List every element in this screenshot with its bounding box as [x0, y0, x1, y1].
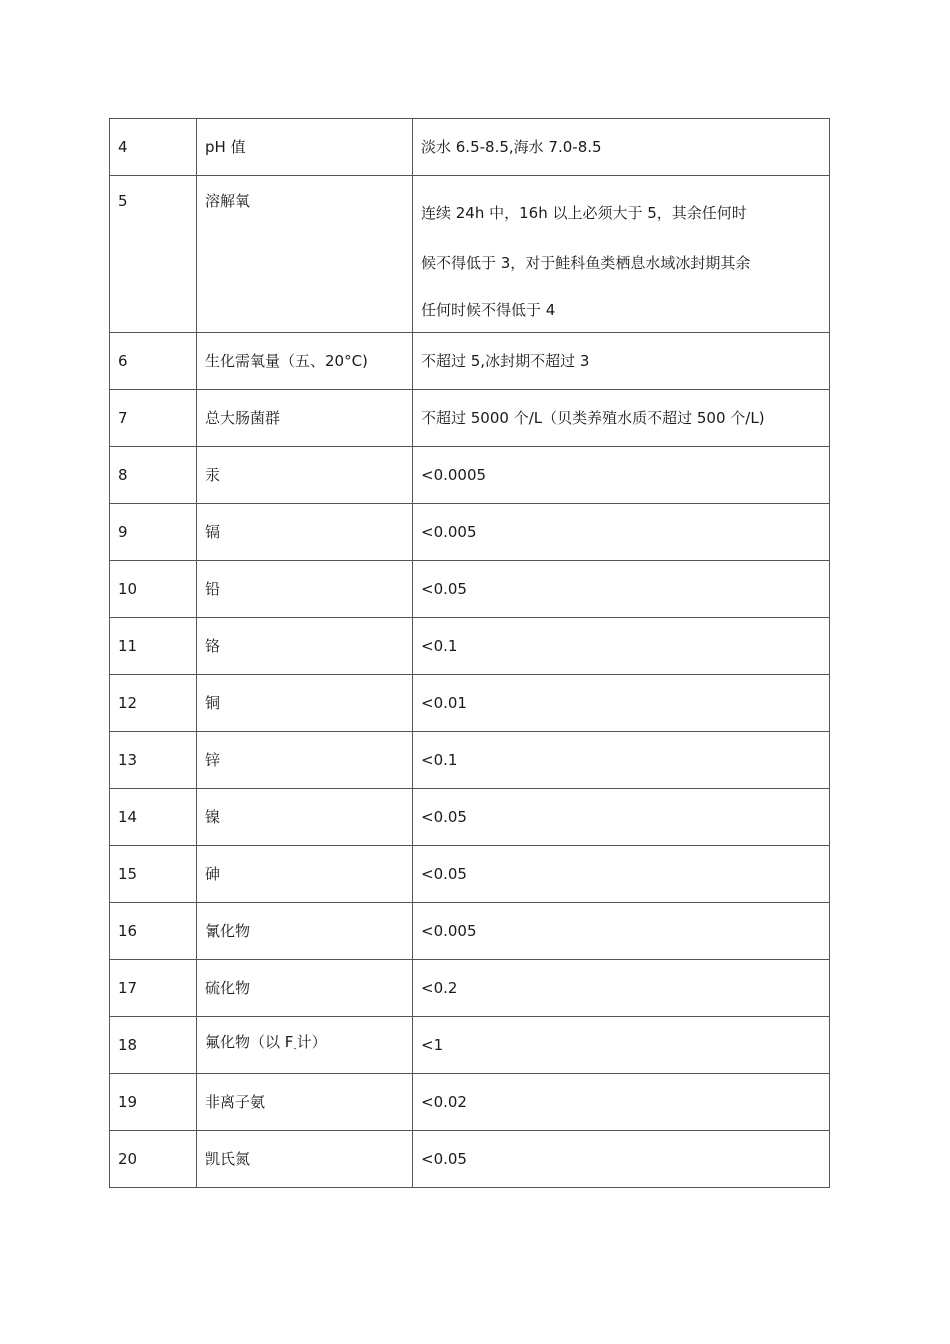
row-number: 8 — [110, 447, 197, 504]
standard-value: 淡水 6.5-8.5,海水 7.0-8.5 — [413, 119, 830, 176]
item-name: 铬 — [197, 618, 413, 675]
row-number: 7 — [110, 390, 197, 447]
standard-value: <0.05 — [413, 561, 830, 618]
item-name: 凯氏氮 — [197, 1131, 413, 1188]
table-row — [110, 447, 830, 504]
standard-value: 不超过 5000 个/L（贝类养殖水质不超过 500 个/L) — [413, 390, 830, 447]
row-number: 16 — [110, 903, 197, 960]
table-row — [110, 333, 830, 390]
item-name: 铜 — [197, 675, 413, 732]
standard-value: <0.005 — [413, 903, 830, 960]
table-row — [110, 732, 830, 789]
item-name: 非离子氨 — [197, 1074, 413, 1131]
table-row — [110, 1074, 830, 1131]
row-number: 12 — [110, 675, 197, 732]
table-row — [110, 789, 830, 846]
standard-value: <1 — [413, 1017, 830, 1074]
row-number: 20 — [110, 1131, 197, 1188]
table-row — [110, 504, 830, 561]
table-row — [110, 846, 830, 903]
row-number: 9 — [110, 504, 197, 561]
fluoride-ion-superscript: - — [293, 1043, 297, 1054]
standard-value: <0.2 — [413, 960, 830, 1017]
item-name: 总大肠菌群 — [197, 390, 413, 447]
table-row — [110, 1131, 830, 1188]
standard-value: <0.1 — [413, 618, 830, 675]
item-name — [197, 1017, 413, 1074]
item-name: 砷 — [197, 846, 413, 903]
table-row — [110, 1017, 830, 1074]
standard-value: <0.005 — [413, 504, 830, 561]
water-quality-standard-table — [109, 118, 830, 1188]
table-row — [110, 119, 830, 176]
row-number: 15 — [110, 846, 197, 903]
row-number: 13 — [110, 732, 197, 789]
table-row — [110, 903, 830, 960]
table-row — [110, 618, 830, 675]
standard-value: <0.0005 — [413, 447, 830, 504]
standard-value: <0.05 — [413, 846, 830, 903]
table-row — [110, 176, 830, 333]
standard-value: <0.05 — [413, 789, 830, 846]
item-name: 汞 — [197, 447, 413, 504]
standard-value-line: 任何时候不得低于 4 — [421, 301, 556, 319]
item-name: pH 值 — [197, 119, 413, 176]
table-row — [110, 390, 830, 447]
item-name: 生化需氧量（五、20°C) — [197, 333, 413, 390]
item-name: 铅 — [197, 561, 413, 618]
row-number: 11 — [110, 618, 197, 675]
standard-value: <0.05 — [413, 1131, 830, 1188]
standard-value: <0.02 — [413, 1074, 830, 1131]
row-number: 4 — [110, 119, 197, 176]
table-row — [110, 561, 830, 618]
standard-value: <0.1 — [413, 732, 830, 789]
row-number: 17 — [110, 960, 197, 1017]
table-row — [110, 675, 830, 732]
standard-value-line: 候不得低于 3，对于鲑科鱼类栖息水域冰封期其余 — [421, 254, 751, 272]
standard-value-line: 连续 24h 中，16h 以上必须大于 5，其余任何时 — [421, 204, 747, 222]
standard-value: <0.01 — [413, 675, 830, 732]
standard-value — [413, 176, 830, 333]
item-name: 氰化物 — [197, 903, 413, 960]
table-row — [110, 960, 830, 1017]
row-number: 19 — [110, 1074, 197, 1131]
item-name: 镉 — [197, 504, 413, 561]
standard-value: 不超过 5,冰封期不超过 3 — [413, 333, 830, 390]
row-number: 14 — [110, 789, 197, 846]
item-name: 硫化物 — [197, 960, 413, 1017]
item-name: 溶解氧 — [197, 176, 413, 333]
row-number: 6 — [110, 333, 197, 390]
item-name: 镍 — [197, 789, 413, 846]
row-number: 18 — [110, 1017, 197, 1074]
row-number: 10 — [110, 561, 197, 618]
item-name: 锌 — [197, 732, 413, 789]
item-name-prefix: 氟化物（以 F — [205, 1032, 294, 1051]
row-number: 5 — [110, 176, 197, 333]
item-name-suffix: 计） — [296, 1032, 327, 1051]
